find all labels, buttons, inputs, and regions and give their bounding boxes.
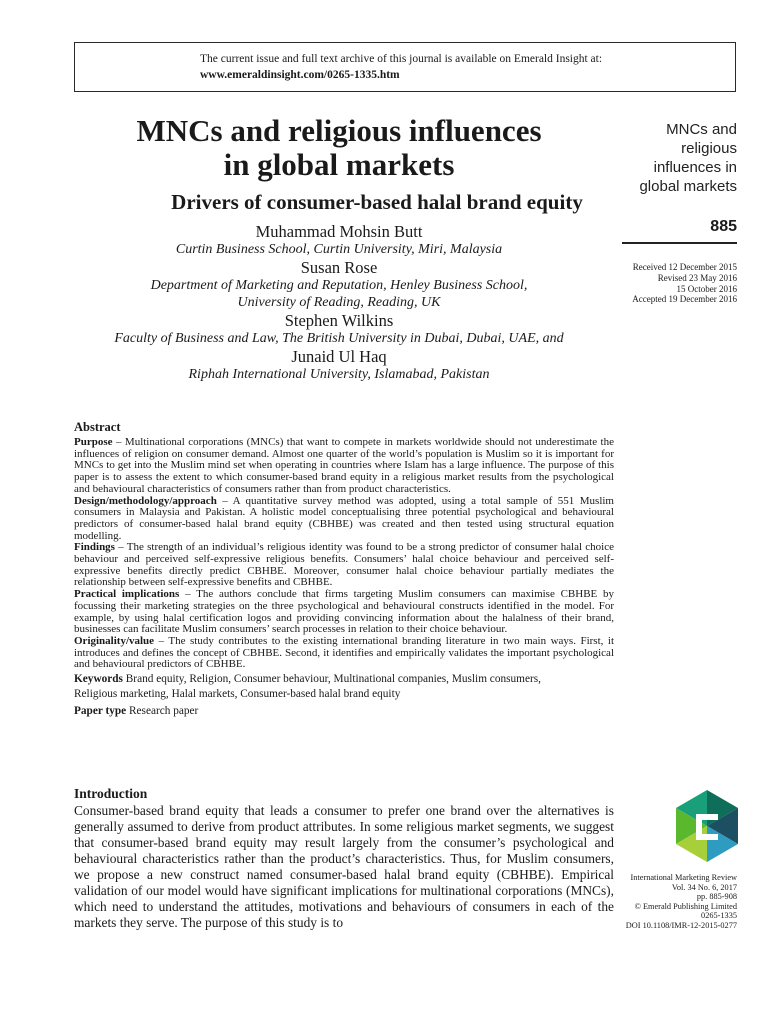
- author-name: Junaid Ul Haq: [291, 347, 387, 366]
- abstract-heading: Abstract: [74, 420, 121, 434]
- abstract-section-implications: [74, 589, 614, 636]
- title-line: MNCs and religious influences: [136, 113, 542, 148]
- section-label: Purpose: [74, 436, 113, 448]
- date-line: Accepted 19 December 2016: [632, 294, 737, 305]
- page-number: 885: [710, 218, 737, 235]
- section-label: Practical implications: [74, 588, 180, 601]
- section-text: – The study contributes to the existing international branding literature in two main ways. First, it introduces and defines the concept of CBHBE. Second, it identifies and empirically validates the important psychological and behavioural predictors of CBHBE.: [74, 634, 614, 671]
- date-line: Revised 23 May 2016: [657, 272, 737, 283]
- keywords-label: Keywords: [74, 673, 123, 686]
- introduction-section: [74, 786, 614, 931]
- date-line: 15 October 2016: [676, 283, 737, 294]
- journal-info-line: Vol. 34 No. 6, 2017: [671, 882, 737, 892]
- abstract-section-findings: [74, 542, 614, 589]
- journal-info-line: pp. 885-908: [696, 892, 737, 902]
- emerald-publishing-logo-icon: [676, 790, 738, 862]
- paper-type-value: Research paper: [126, 705, 199, 718]
- journal-availability-notice: [74, 42, 736, 92]
- running-head-line: religious: [681, 140, 737, 157]
- running-head: [610, 120, 737, 196]
- author-name: Muhammad Mohsin Butt: [255, 222, 423, 241]
- section-text: – The authors conclude that firms targeting Muslim consumers can maximise CBHBE by focussing their marketing strategies on the three psychological and behavioural constructs identified in the model. For example, by using halal certification logos and providing convincing information about the halalness of their brand, businesses can facilitate Muslim consumers’ search processes in relation to their choice behaviour.: [74, 588, 614, 636]
- section-label: Originality/value: [74, 634, 155, 647]
- introduction-heading: Introduction: [74, 786, 148, 801]
- section-label: Findings: [74, 541, 115, 554]
- journal-info-line: International Marketing Review: [630, 873, 737, 882]
- notice-url-link[interactable]: www.emeraldinsight.com/0265-1335.htm: [200, 69, 400, 81]
- page-number-rule: [622, 242, 737, 244]
- paper-type-label: Paper type: [74, 705, 127, 718]
- title-line: in global markets: [223, 147, 455, 182]
- journal-info-line: 0265-1335: [701, 911, 737, 921]
- section-text: – Multinational corporations (MNCs) that want to compete in markets worldwide should not underestimate the influences of religion on consumer demand. Almost one quarter of the world’s population is Muslim so it is important for MNCs to get into the Muslim mind set when operating in countries where Islam has a large influence. The purpose of this paper is to assess the extent to which consumer-based brand equity in a religious market results from the psychological and behavioural characteristics of consumers rather than from product characteristics.: [74, 436, 614, 495]
- introduction-body: Consumer-based brand equity that leads a consumer to prefer one brand over the alternatives is generally assumed to derive from product attributes. In some religious market segments, we suggest that consumer-based brand equity may result largely from the consumer’s psychological and behavioural characteristics rather than the product’s characteristics. Thus, for Muslim consumers, we propose a new construct named consumer-based halal brand equity (CBHBE). Empirical validation of our model would have significant implications for multinational corporations (MNCs), which need to understand the attitudes, motivations and behaviours of consumers in each of the markets they serve. The purpose of this study is to: [74, 803, 614, 930]
- article-subtitle: Drivers of consumer-based halal brand equity: [171, 190, 583, 214]
- section-label: Design/methodology/approach: [74, 494, 217, 507]
- article-title: [74, 114, 604, 182]
- author-affiliation: Riphah International University, Islamabad, Pakistan: [188, 367, 490, 382]
- author-affiliation: Faculty of Business and Law, The British University in Dubai, Dubai, UAE, and: [114, 331, 564, 346]
- running-head-line: global markets: [639, 178, 737, 195]
- paper-type: [74, 704, 614, 718]
- date-line: Received 12 December 2015: [632, 262, 737, 272]
- keywords: [74, 672, 614, 702]
- author-name: Susan Rose: [300, 258, 378, 277]
- running-head-line: influences in: [653, 159, 737, 176]
- author-affiliation: Curtin Business School, Curtin University, Miri, Malaysia: [175, 242, 503, 257]
- author-affiliation: University of Reading, Reading, UK: [237, 295, 441, 310]
- section-text: – A quantitative survey method was adopted, using a total sample of 551 Muslim consumers in Malaysia and Pakistan. A holistic model conceptualising three potential psychological and behavioural predictors of consumer-based halal brand equity (CBHBE) was created and then tested using structural equation modelling.: [74, 494, 614, 542]
- journal-info-line: DOI 10.1108/IMR-12-2015-0277: [625, 920, 737, 930]
- abstract-section-originality: [74, 636, 614, 671]
- abstract-section-purpose: [74, 437, 614, 496]
- author-name: Stephen Wilkins: [284, 311, 394, 330]
- author-affiliation: Department of Marketing and Reputation, Henley Business School,: [150, 278, 528, 293]
- journal-info-line: © Emerald Publishing Limited: [634, 901, 737, 911]
- article-dates: [600, 262, 737, 305]
- keywords-text: Brand equity, Religion, Consumer behaviour, Multinational companies, Muslim consumers,: [122, 673, 541, 686]
- abstract: [74, 420, 614, 718]
- section-text: – The strength of an individual’s religious identity was found to be a strong predictor of consumer halal choice behaviour and perceived self-expressive religious benefits. Consumers’ halal choice behaviour and perceived self-expressive benefits directly predict CBHBE. Moreover, consumer halal choice behaviour partially mediates the relationship between self-expressive benefits and CBHBE.: [74, 541, 614, 589]
- journal-info: [600, 873, 737, 931]
- running-head-line: MNCs and: [666, 121, 737, 138]
- notice-text: The current issue and full text archive of this journal is available on Emerald Insight at:: [200, 53, 603, 65]
- author-list: [74, 222, 604, 383]
- keywords-text: Religious marketing, Halal markets, Consumer-based halal brand equity: [74, 688, 401, 701]
- abstract-section-design: [74, 496, 614, 543]
